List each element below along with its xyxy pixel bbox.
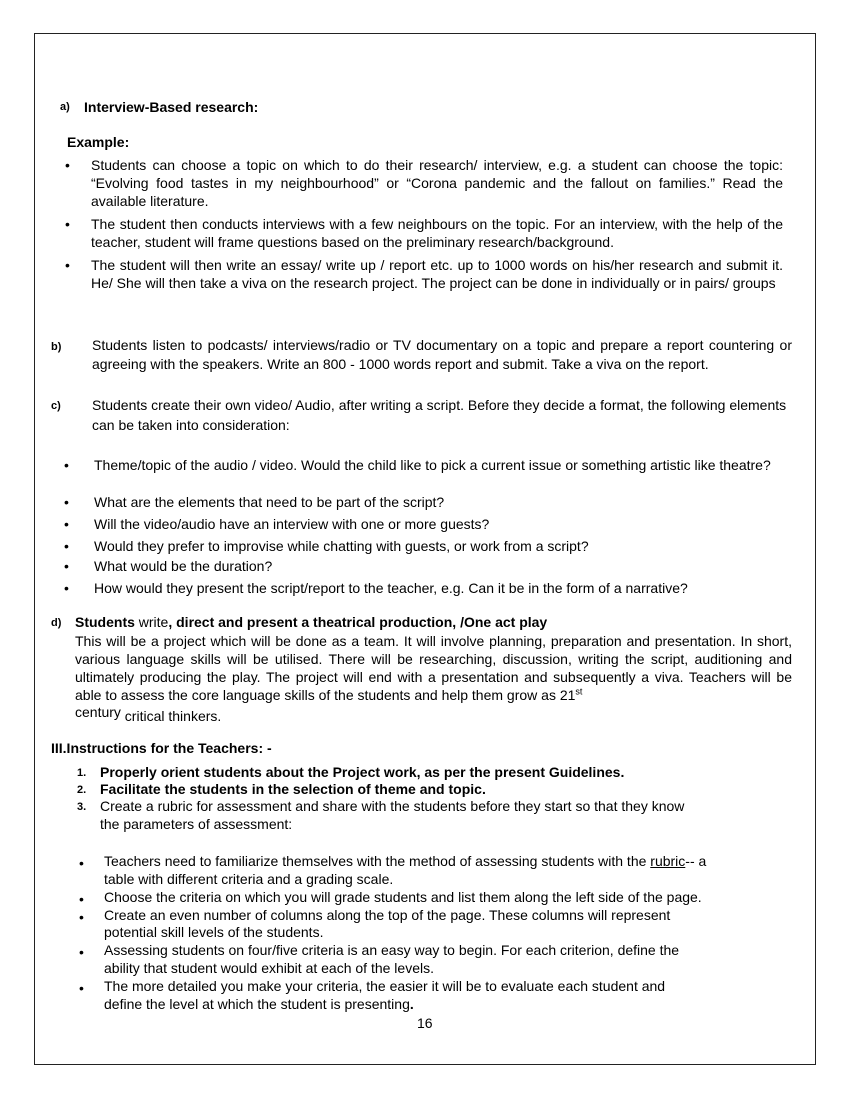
bullet-icon: • (64, 494, 69, 510)
section-a-bullet-3: The student will then write an essay/ write up / report etc. up to 1000 words on his/her research and submit it. He/ She will then take a viva on the research project. The project can be done in individually or in pairs/ groups (91, 257, 783, 291)
teacher-bullet-4-line2: ability that student would exhibit at each of the levels. (104, 960, 434, 976)
section-a-label: a) (60, 101, 70, 113)
item-3-number: 3. (77, 801, 87, 813)
bullet-icon: • (64, 558, 69, 574)
bullet-icon: • (79, 909, 84, 925)
teacher-bullet-1-line1: Teachers need to familiarize themselves with the method of assessing students with the rubric-- a (104, 853, 707, 869)
section-a-heading: Interview-Based research: (84, 99, 259, 115)
section-c-bullet-1: Theme/topic of the audio / video. Would the child like to pick a current issue or something artistic like theatre? (94, 457, 771, 473)
teacher-bullet-3-line2: potential skill levels of the students. (104, 924, 324, 940)
section-d-label: d) (51, 617, 62, 629)
bullet-icon: • (79, 891, 84, 907)
bullet-icon: • (64, 516, 69, 532)
bullet-icon: • (79, 944, 84, 960)
bullet-icon: • (64, 538, 69, 554)
section-a-bullet-1: Students can choose a topic on which to do their research/ interview, e.g. a student can choose the topic: “Evolving food tastes in my neighbourhood” or “Corona pandemic and the fallout on families.” Read the available literature. (91, 157, 783, 209)
teacher-bullet-4-line1: Assessing students on four/five criteria is an easy way to begin. For each criterion, define the (104, 942, 680, 958)
item-2-text: Facilitate the students in the selection of theme and topic. (100, 781, 486, 797)
section-d-text: This will be a project which will be done as a team. It will involve planning, preparation and presentation. In short, various language skills will be utilised. There will be researching, discussion, writing the script, auditioning and ultimately producing the play. The project will end with a presentation and subsequently a viva. Teachers will be able to assess the core language skills of the students and help them grow as 21st (75, 633, 792, 703)
teacher-bullet-3-line1: Create an even number of columns along the top of the page. These columns will represent (104, 907, 671, 923)
bullet-icon: • (64, 580, 69, 596)
bullet-icon: • (65, 157, 70, 173)
bullet-icon: • (64, 457, 69, 473)
teacher-bullet-5-line1: The more detailed you make your criteria, the easier it will be to evaluate each student and (104, 978, 666, 994)
section-c-bullet-2: What are the elements that need to be part of the script? (94, 494, 445, 510)
bullet-icon: • (79, 980, 84, 996)
item-1-number: 1. (77, 767, 87, 779)
section-iii-heading: III.Instructions for the Teachers: - (51, 740, 272, 756)
bullet-icon: • (65, 216, 70, 232)
teacher-bullet-5-line2: define the level at which the student is presenting. (104, 996, 414, 1012)
section-c-bullet-6: How would they present the script/report to the teacher, e.g. Can it be in the form of a narrative? (94, 580, 688, 596)
bullet-icon: • (65, 257, 70, 273)
section-d-text-end: century critical thinkers. (75, 704, 222, 724)
item-3-text-line1: Create a rubric for assessment and share with the students before they start so that they know (100, 798, 685, 814)
section-d-heading: Students write, direct and present a theatrical production, /One act play (75, 614, 548, 630)
teacher-bullet-2: Choose the criteria on which you will grade students and list them along the left side of the page. (104, 889, 702, 905)
bullet-icon: • (79, 855, 84, 871)
item-2-number: 2. (77, 784, 87, 796)
section-c-bullet-3: Will the video/audio have an interview with one or more guests? (94, 516, 490, 532)
rubric-link[interactable]: rubric (650, 853, 686, 869)
section-c-bullet-5: What would be the duration? (94, 558, 273, 574)
item-1-text: Properly orient students about the Project work, as per the present Guidelines. (100, 764, 625, 780)
section-a-bullet-2: The student then conducts interviews with a few neighbours on the topic. For an interview, with the help of the teacher, student will frame questions based on the preliminary research/background. (91, 216, 783, 250)
example-heading: Example: (67, 134, 130, 150)
section-b-text: Students listen to podcasts/ interviews/radio or TV documentary on a topic and prepare a report countering or agreeing with the speakers. Write an 800 - 1000 words report and submit. Take a viva on the report. (92, 337, 792, 372)
section-b-label: b) (51, 341, 62, 353)
section-c-text: Students create their own video/ Audio, after writing a script. Before they decide a format, the following elements can be taken into consideration: (92, 397, 787, 433)
section-c-bullet-4: Would they prefer to improvise while chatting with guests, or work from a script? (94, 538, 589, 554)
teacher-bullet-1-line2: table with different criteria and a grading scale. (104, 871, 394, 887)
section-c-label: c) (51, 400, 61, 412)
page-number: 16 (417, 1015, 433, 1031)
item-3-text-line2: the parameters of assessment: (100, 816, 293, 832)
